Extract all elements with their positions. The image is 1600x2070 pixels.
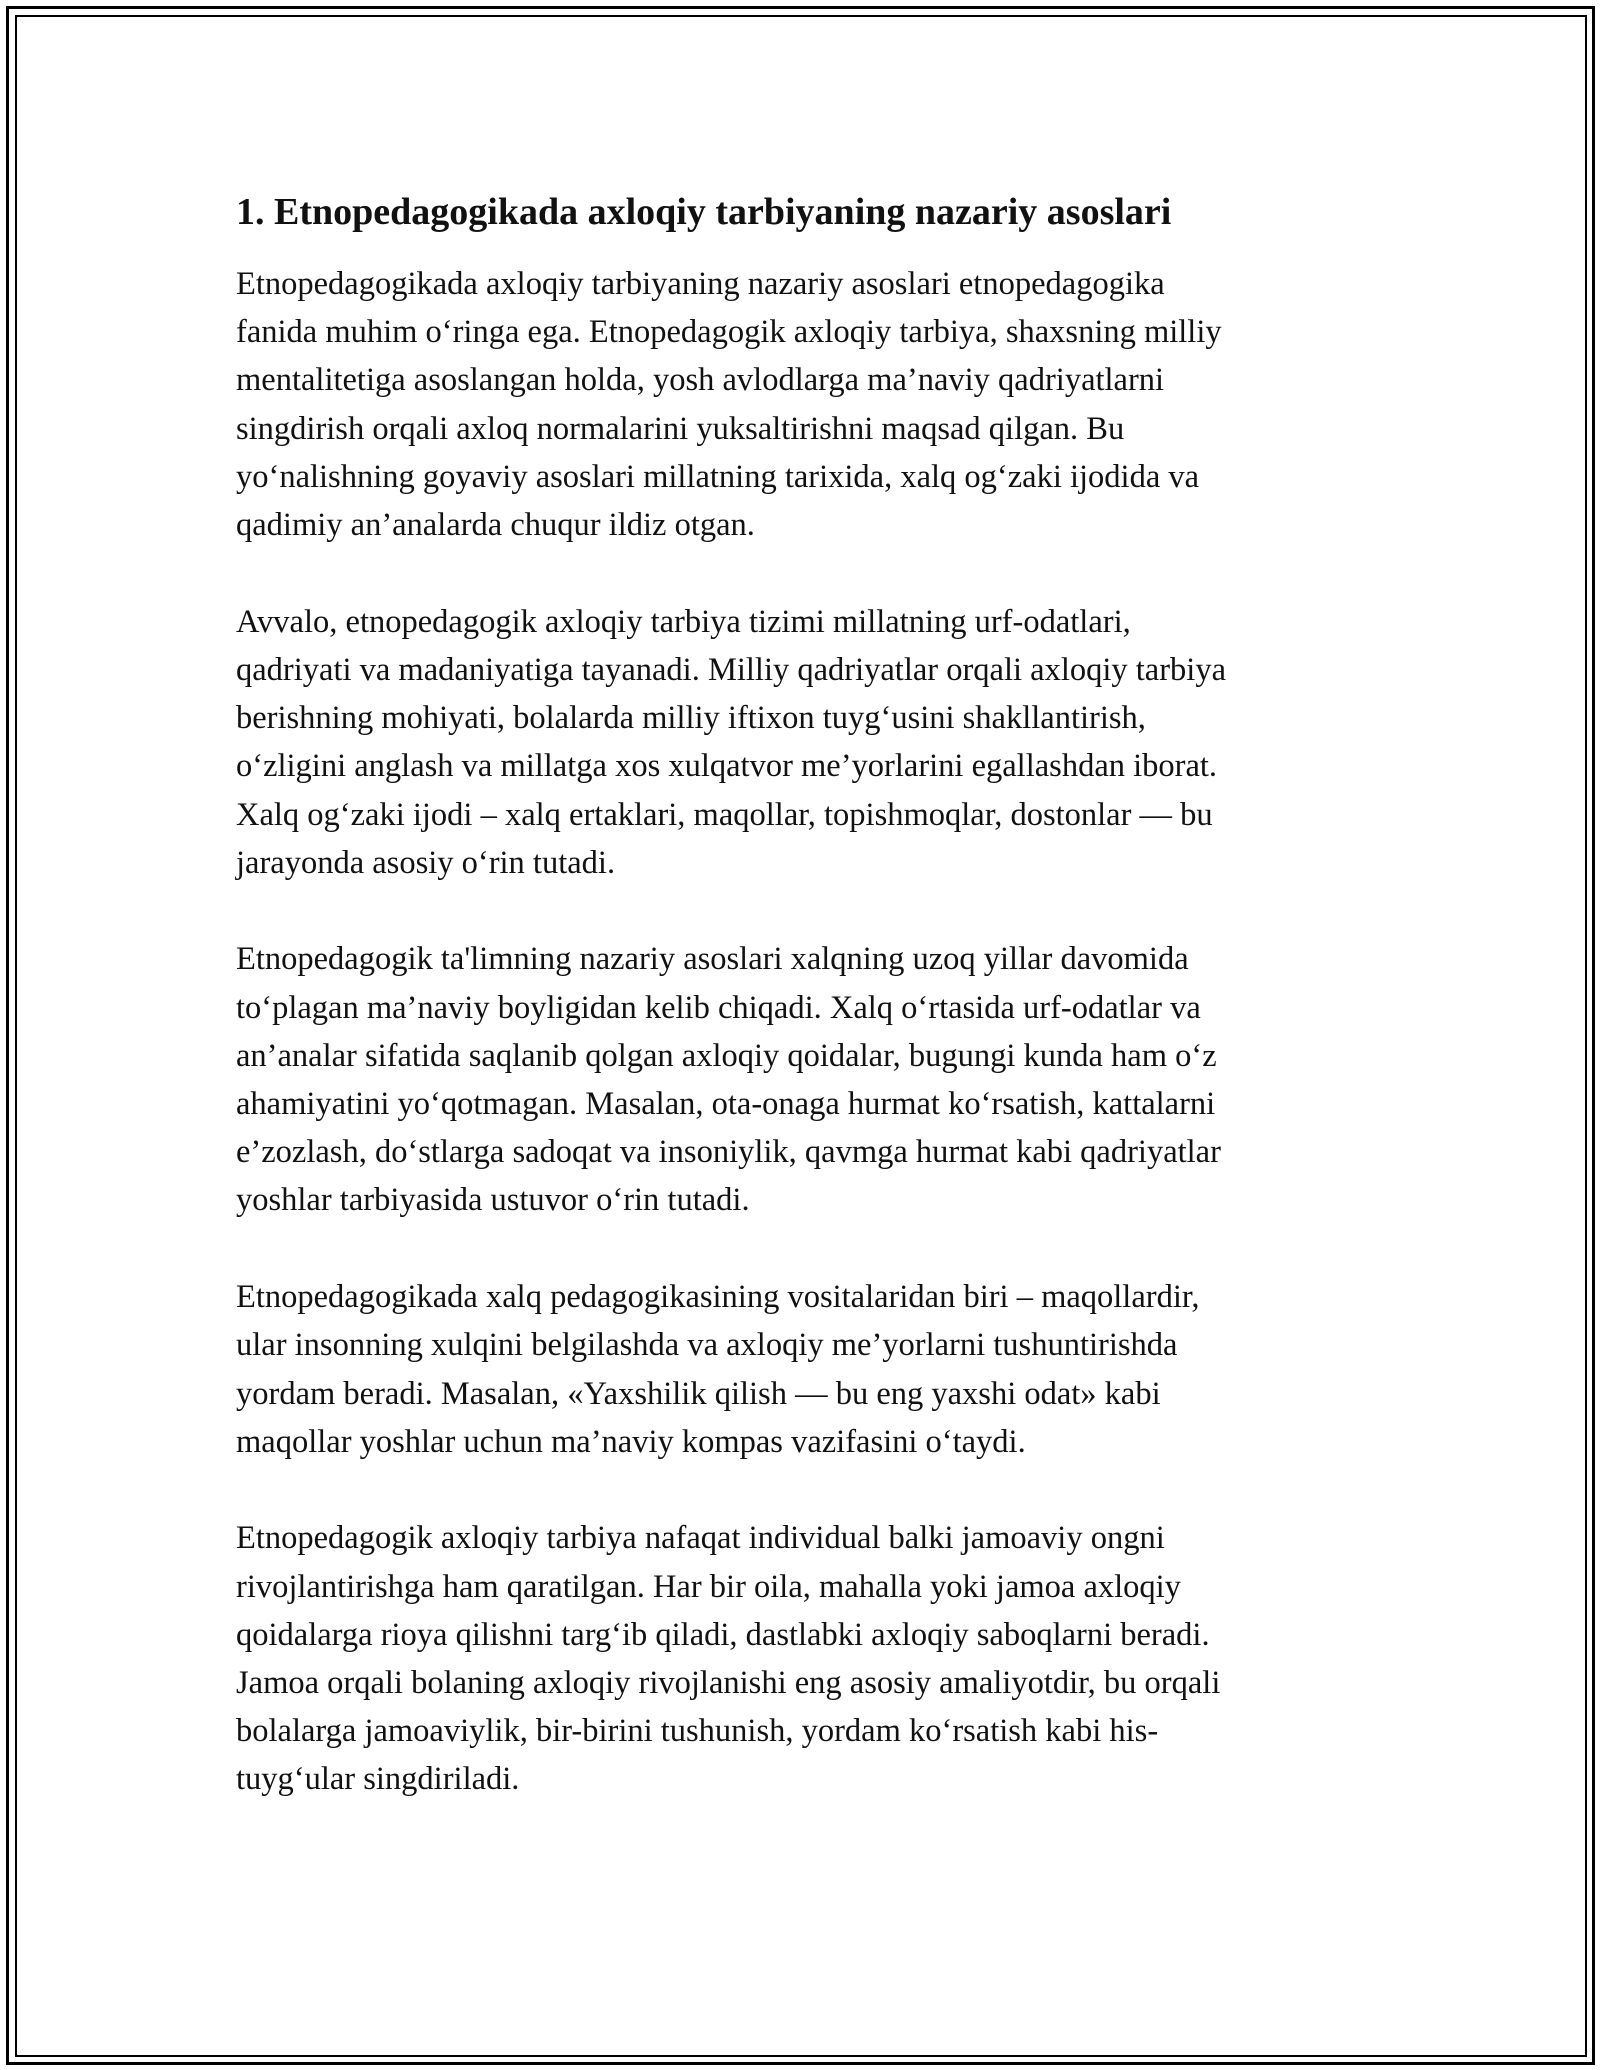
text-line: yordam beradi. Masalan, «Yaxshilik qilish — bu eng yaxshi odat» kabi xyxy=(236,1375,1161,1412)
text-line: fanida muhim o‘ringa ega. Etnopedagogik axloqiy tarbiya, shaxsning milliy xyxy=(236,314,1222,351)
text-line: yo‘nalishning goyaviy asoslari millatning tarixida, xalq og‘zaki ijodida va xyxy=(236,458,1200,495)
text-line: mentalitetiga asoslangan holda, yosh avlodlarga ma’naviy qadriyatlarni xyxy=(236,362,1165,399)
text-line: to‘plagan ma’naviy boyligidan kelib chiqadi. Xalq o‘rtasida urf-odatlar va xyxy=(236,989,1201,1026)
paragraph-5 xyxy=(236,1514,1366,1803)
section-heading: 1. Etnopedagogikada axloqiy tarbiyaning nazariy asoslari xyxy=(236,191,1172,233)
text-line: yoshlar tarbiyasida ustuvor o‘rin tutadi. xyxy=(236,1182,750,1219)
text-line: qoidalarga rioya qilishni targ‘ib qiladi, dastlabki axloqiy saboqlarni beradi. xyxy=(236,1616,1210,1653)
text-line: Etnopedagogikada axloqiy tarbiyaning nazariy asoslari etnopedagogika xyxy=(236,266,1165,302)
text-line: berishning mohiyati, bolalarda milliy iftixon tuyg‘usini shakllantirish, xyxy=(236,700,1146,737)
text-line: qadimiy an’analarda chuqur ildiz otgan. xyxy=(236,507,755,544)
text-line: rivojlantirishga ham qaratilgan. Har bir oila, mahalla yoki jamoa axloqiy xyxy=(236,1568,1181,1605)
text-line: Etnopedagogikada xalq pedagogikasining vositalaridan biri – maqollardir, xyxy=(236,1279,1200,1316)
text-line: singdirish orqali axloq normalarini yuksaltirishni maqsad qilgan. Bu xyxy=(236,410,1125,447)
paragraph-2 xyxy=(236,598,1366,887)
text-line: o‘zligini anglash va millatga xos xulqatvor me’yorlarini egallashdan iborat. xyxy=(236,748,1218,785)
text-line: tuyg‘ular singdiriladi. xyxy=(236,1761,520,1798)
text-line: ular insonning xulqini belgilashda va axloqiy me’yorlarni tushuntirishda xyxy=(236,1327,1178,1364)
text-line: maqollar yoshlar uchun ma’naviy kompas vazifasini o‘taydi. xyxy=(236,1423,1026,1460)
document-body xyxy=(236,186,1366,1852)
paragraph-1 xyxy=(236,260,1366,549)
text-line: Jamoa orqali bolaning axloqiy rivojlanishi eng asosiy amaliyotdir, bu orqali xyxy=(236,1665,1221,1702)
text-line: Avvalo, etnopedagogik axloqiy tarbiya tizimi millatning urf-odatlari, xyxy=(236,603,1131,640)
text-line: Etnopedagogik ta'limning nazariy asoslari xalqning uzoq yillar davomida xyxy=(236,941,1189,978)
text-line: Xalq og‘zaki ijodi – xalq ertaklari, maqollar, topishmoqlar, dostonlar — bu xyxy=(236,796,1213,833)
text-line: e’zozlash, do‘stlarga sadoqat va insoniylik, qavmga hurmat kabi qadriyatlar xyxy=(236,1134,1221,1171)
text-line: jarayonda asosiy o‘rin tutadi. xyxy=(236,844,616,881)
paragraph-3 xyxy=(236,935,1366,1224)
text-line: qadriyati va madaniyatiga tayanadi. Milliy qadriyatlar orqali axloqiy tarbiya xyxy=(236,651,1227,688)
text-line: an’analar sifatida saqlanib qolgan axloqiy qoidalar, bugungi kunda ham o‘z xyxy=(236,1037,1217,1074)
text-line: Etnopedagogik axloqiy tarbiya nafaqat individual balki jamoaviy ongni xyxy=(236,1520,1165,1557)
paragraph-4 xyxy=(236,1273,1366,1466)
text-line: ahamiyatini yo‘qotmagan. Masalan, ota-onaga hurmat ko‘rsatish, kattalarni xyxy=(236,1086,1216,1123)
text-line: bolalarga jamoaviylik, bir-birini tushunish, yordam ko‘rsatish kabi his- xyxy=(236,1713,1159,1750)
